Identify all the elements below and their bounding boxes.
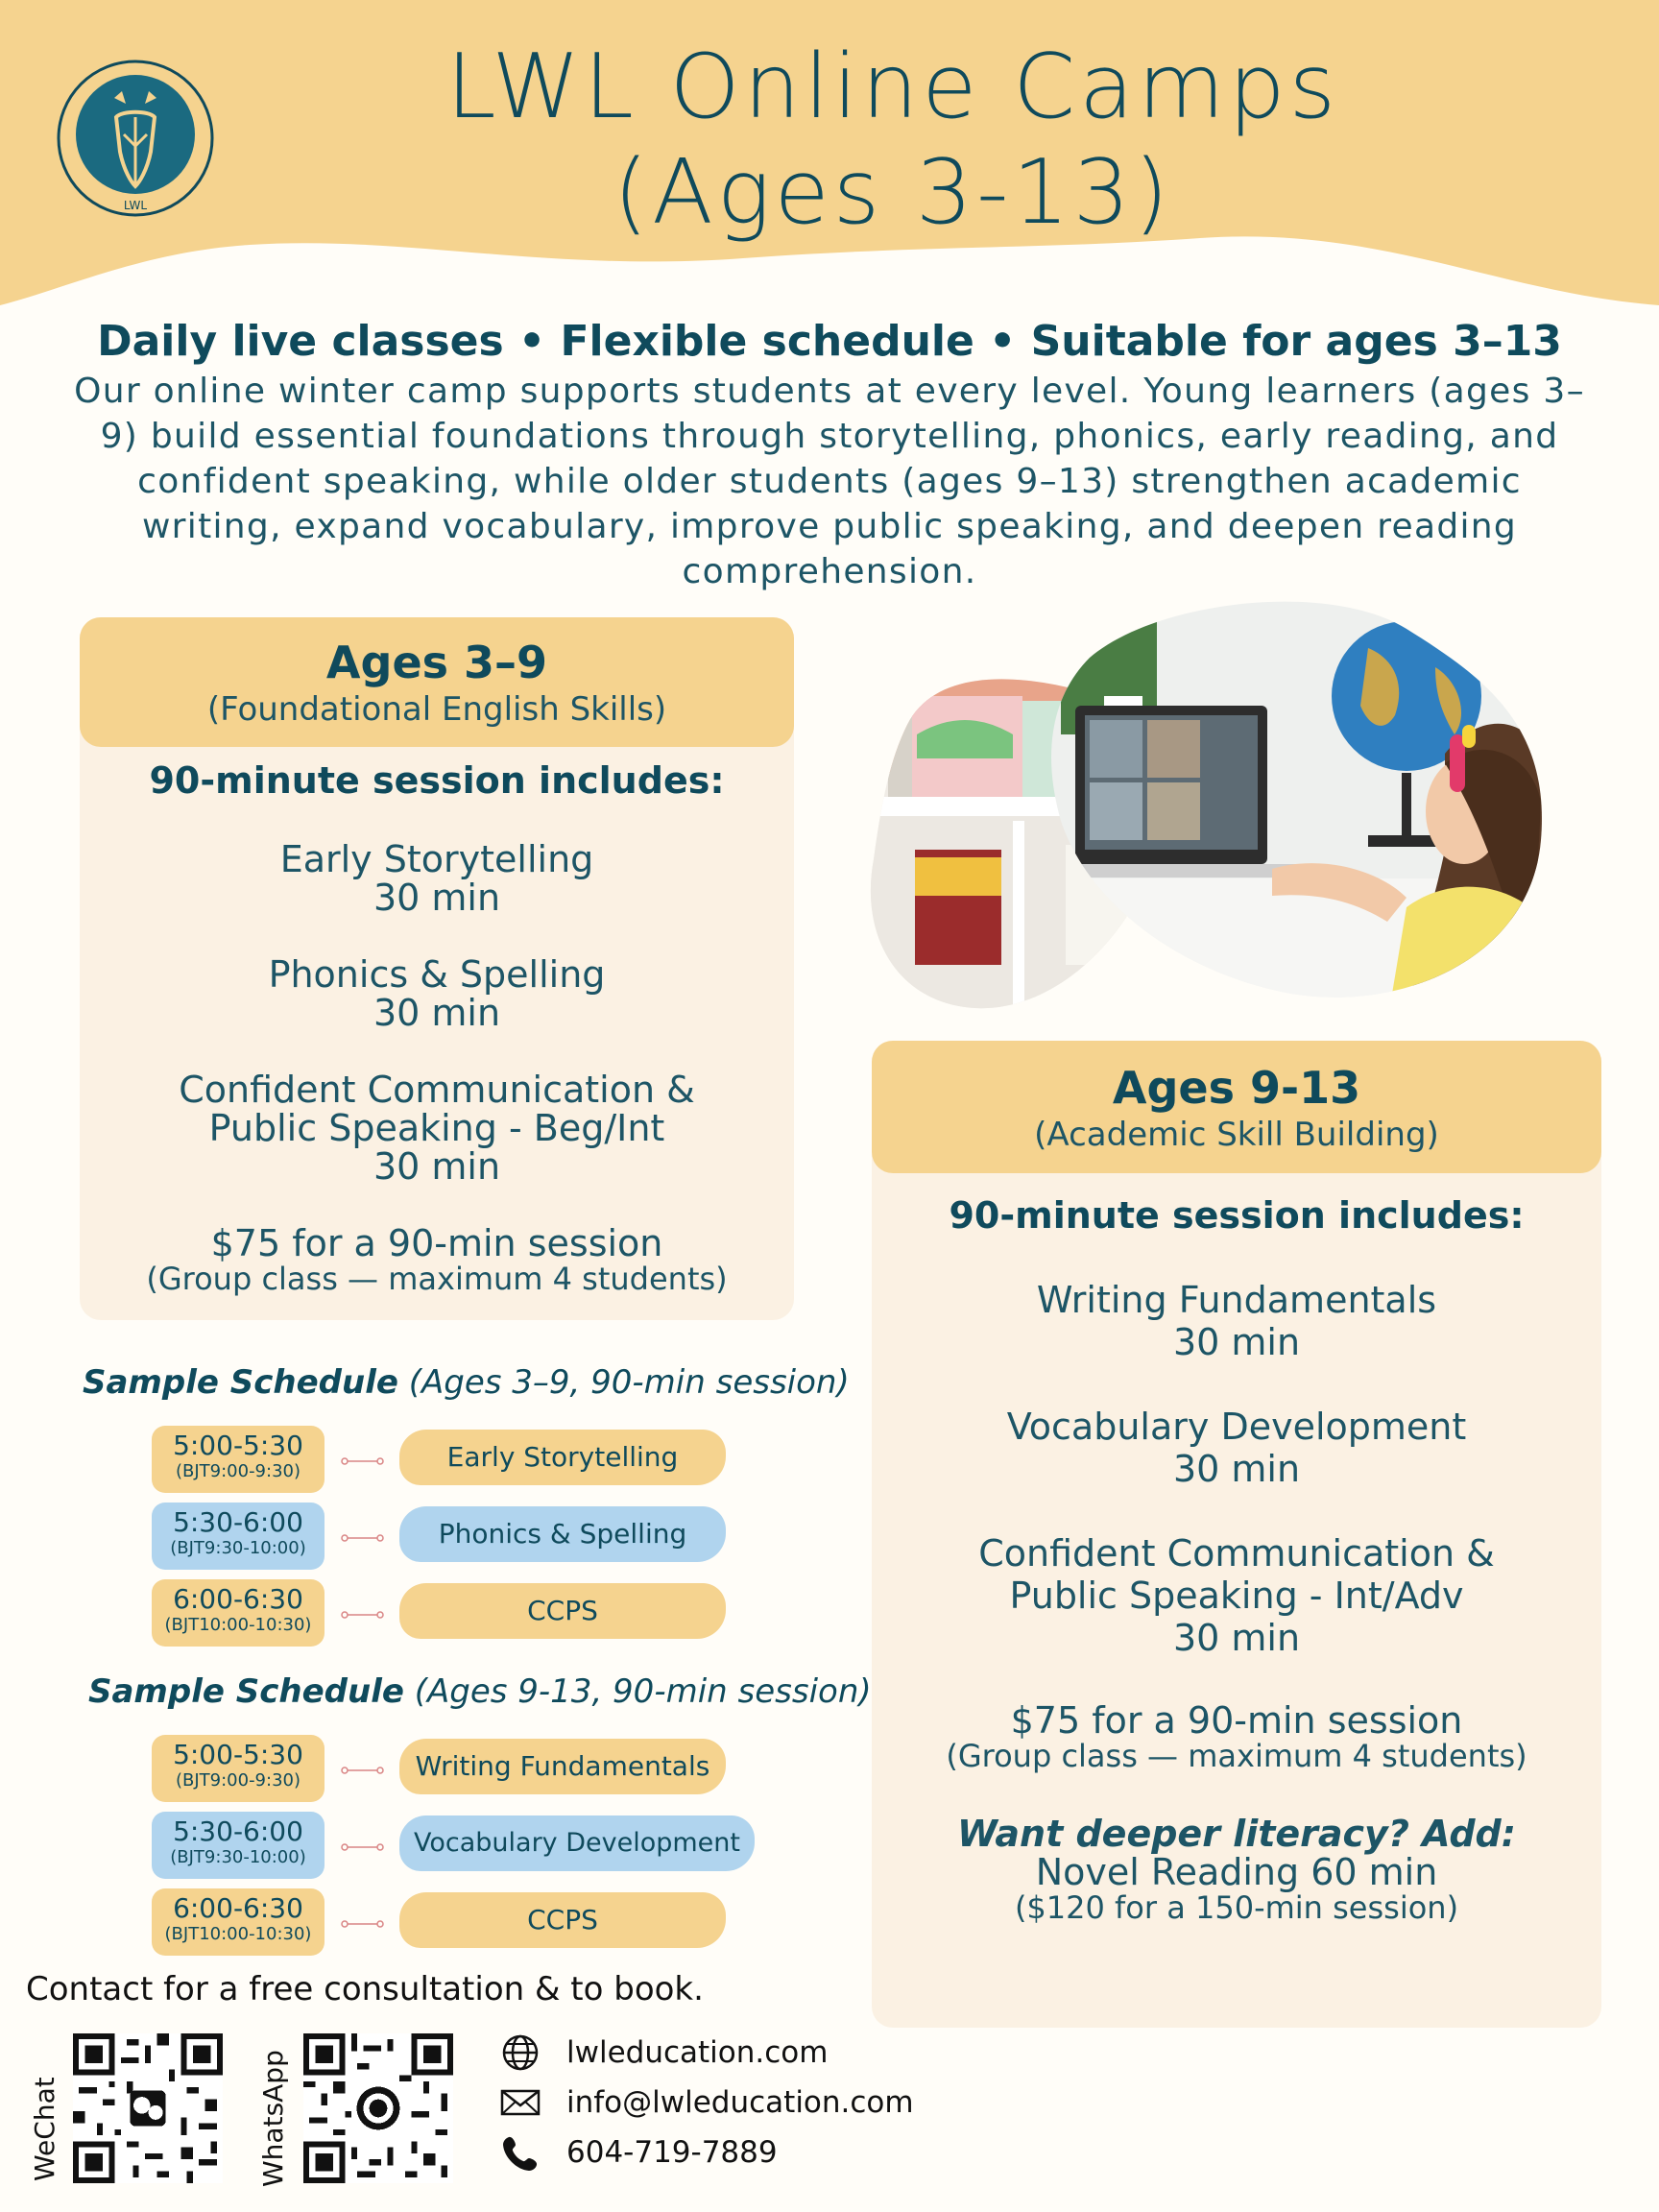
wechat-qr-code[interactable] [73, 2033, 223, 2183]
young-item: Confident Communication & Public Speaking - Beg/Int 30 min [179, 1069, 695, 1188]
young-program-card [80, 617, 794, 1320]
svg-text:LWL: LWL [123, 199, 148, 212]
website-line[interactable] [499, 2033, 828, 2072]
young-card-title: Ages 3–9 [325, 637, 548, 688]
connector-icon [341, 1767, 384, 1774]
phone-icon [499, 2133, 541, 2172]
older-item: Writing Fundamentals 30 min [1036, 1279, 1437, 1363]
envelope-icon [499, 2083, 541, 2122]
email-text[interactable]: info@lwleducation.com [566, 2085, 914, 2120]
time-pill: 5:30-6:00 (BJT9:30-10:00) [152, 1503, 325, 1570]
time-pill: 5:00-5:30 (BJT9:00-9:30) [152, 1735, 325, 1802]
title-line-1: LWL Online Camps [445, 35, 1340, 138]
email-line[interactable] [499, 2083, 914, 2122]
young-card-subtitle: (Foundational English Skills) [206, 690, 667, 729]
whatsapp-qr-code[interactable] [303, 2033, 453, 2183]
older-item: Vocabulary Development 30 min [1006, 1406, 1467, 1490]
young-item: Early Storytelling 30 min [279, 838, 594, 919]
activity-pill: Early Storytelling [399, 1430, 726, 1485]
website-text[interactable]: lwleducation.com [566, 2035, 829, 2070]
time-pill: 6:00-6:30 (BJT10:00-10:30) [152, 1888, 325, 1956]
wechat-label: WeChat [29, 2077, 60, 2181]
connector-icon [341, 1920, 384, 1928]
young-item: Phonics & Spelling 30 min [268, 953, 606, 1034]
activity-pill: Writing Fundamentals [399, 1739, 726, 1794]
older-program-card [872, 1041, 1601, 2028]
intro-paragraph: Our online winter camp supports students at every level. Young learners (ages 3–9) build essential foundations through storytelling, phonics, early reading, and confident speaking, while older students (ages 9–13) strengthen academic writing, expand vocabulary, improve public speaking, and deepen reading comprehension. [74, 372, 1585, 591]
student-photo [869, 590, 1560, 1022]
whatsapp-label: WhatsApp [257, 2050, 289, 2187]
older-price: $75 for a 90-min session (Group class — maximum 4 students) [946, 1699, 1527, 1774]
older-includes-heading: 90-minute session includes: [949, 1194, 1525, 1237]
schedule-older-title: Sample Schedule (Ages 9-13, 90-min session) [88, 1672, 872, 1711]
contact-heading: Contact for a free consultation & to book. [26, 1970, 704, 2008]
title-line-2: (Ages 3-13) [613, 140, 1173, 244]
older-card-header [872, 1041, 1601, 1173]
phone-text[interactable]: 604-719-7889 [566, 2135, 778, 2170]
young-includes-heading: 90-minute session includes: [149, 759, 725, 802]
older-addon: Want deeper literacy? Add: Novel Reading 60 min ($120 for a 150-min session) [957, 1813, 1516, 1926]
young-card-header [80, 617, 794, 747]
time-pill: 6:00-6:30 (BJT10:00-10:30) [152, 1579, 325, 1647]
activity-pill: CCPS [399, 1583, 726, 1639]
lwl-logo [55, 58, 216, 219]
activity-pill: CCPS [399, 1892, 726, 1948]
connector-icon [341, 1457, 384, 1465]
schedule-young-title: Sample Schedule (Ages 3–9, 90-min session) [83, 1363, 850, 1402]
young-price: $75 for a 90-min session (Group class — maximum 4 students) [146, 1222, 728, 1297]
connector-icon [341, 1611, 384, 1619]
page-title [365, 34, 1421, 245]
connector-icon [341, 1534, 384, 1542]
connector-icon [341, 1843, 384, 1851]
time-pill: 5:30-6:00 (BJT9:30-10:00) [152, 1812, 325, 1879]
older-card-title: Ages 9-13 [1112, 1062, 1361, 1114]
older-card-subtitle: (Academic Skill Building) [1034, 1116, 1439, 1154]
activity-pill: Vocabulary Development [399, 1815, 755, 1871]
older-item: Confident Communication & Public Speaking - Int/Adv 30 min [978, 1532, 1495, 1659]
tagline: Daily live classes • Flexible schedule • Suitable for ages 3–13 [97, 317, 1562, 366]
phone-line[interactable] [499, 2133, 778, 2172]
time-pill: 5:00-5:30 (BJT9:00-9:30) [152, 1426, 325, 1493]
activity-pill: Phonics & Spelling [399, 1506, 726, 1562]
globe-icon [499, 2033, 541, 2072]
